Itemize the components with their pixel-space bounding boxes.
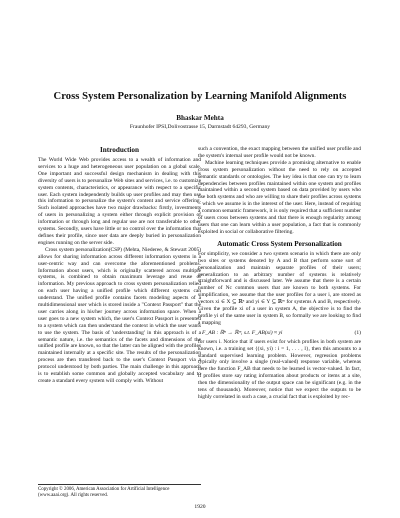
paragraph: such a convention, the exact mapping between the unified user profile and the system's internal user profile would not be known. [198, 146, 361, 159]
page-number: 1920 [194, 504, 206, 510]
paragraph: The World Wide Web provides access to a wealth of information and services to a huge and heterogeneous user population on a global scale. One important and successful design mechanism in dealing with this diversity of users is to personalize Web sites and services, i.e. to customize system contents, characteristics, or appearance with respect to a specific user. Each system independently builds up user profiles and may then use this information to personalize the system's content and service offering. Such isolated approaches have two major drawbacks: firstly, investments of users in personalizing a system either through explicit provision of information or through long and regular use are not transferable to other systems. Secondly, users have little or no control over the information that defines their profile, since user data are deeply buried in personalization engines running on the server side. [38, 157, 201, 246]
paragraph: for users i. Notice that if users exist for which profiles in both system are known, i.e. a training set {(xi, yi) : i = 1, . . . , l}, then this amounts to a standard supervised learning problem. However, regression problems typically only involve a single (real-valued) response variable, whereas here the function F_AB that needs to be learned is vector-valued. In fact, if profiles store say rating information about products or items at a site, then the dimensionality of the output space can be significant (e.g. in the tens of thousands). Moreover, notice that we expect the outputs to be highly correlated in such a case, a crucial fact that is exploited by rec- [198, 338, 361, 400]
author-affiliation: Fraunhofer IPSI,Dolivostrasse 15, Darmstadt 64293, Germany [129, 124, 271, 130]
paragraph: For simplicity, we consider a two system scenario in which there are only two sites or systems denoted by A and B that perform some sort of personalization and maintain separate profiles of their users; generalization to an arbitrary number of systems is relatively straightforward and is discussed later. We assume that there is a certain number of Nc common users that are known to both systems. For simplification, we assume that the user profiles for a user i, are stored as vectors xi ∈ X ⊆ ℝⁿ and yi ∈ Y ⊆ ℝᵐ for systems A and B, respectively. Given the profile xi of a user in system A, the objective is to find the profile yi of the same user in system B, so formally we are looking to find a mapping [198, 250, 361, 326]
section-heading-introduction: Introduction [99, 146, 139, 154]
paper-title: Cross System Personalization by Learning Manifold Alignments [53, 91, 347, 102]
paragraph: Cross system personalization(CSP) (Mehta, Niederee, & Stewart 2005) allows for sharing information across different information systems in a user-centric way and can overcome the aforementioned problems. Information about users, which is originally scattered across multiple systems, is combined to obtain maximum leverage and reuse of information. My previous approach to cross system personalization relied on each user having a unified profile which different systems can understand. The unified profile contains facets modeling aspects of a multidimensional user which is stored inside a "Context Passport" that the user carries along in his/her journey across information space. When a user goes to a new system which, the user's Context Passport is presented to a system which can then understand the context in which the user wants to use the system. The basis of 'understanding' in this approach is of a semantic nature, i.e. the semantics of the facets and dimensions of the unified profile are known, so that the latter can be aligned with the profiles maintained internally at a specific site. The results of the personalization process are then transfered back to the user's Context Passport via a protocol understood by both parties. The main challenge in this approach is to establish some common and globally accepted vocabulary and to create a standard every system will comply with. Without [38, 246, 201, 384]
paragraph: Machine learning techniques provide a promising alternative to enable cross system personalization without the need to rely on accepted semantic standards or ontologies. The key idea is that one can try to learn dependencies between profiles maintained within one system and profiles maintained within a second system based on data provided by users who use both systems and who are willing to share their profiles across systems – which we assume is in the interest of the user. Here, instead of requiring a common semantic framework, it is only required that a sufficient number of users cross between systems and that there is enough regularity among users that one can learn within a user population, a fact that is commonly exploited in social or collaborative filtering. [198, 159, 361, 235]
right-column [198, 146, 361, 401]
equation-body: F_AB : ℝⁿ → ℝᵐ, s.t. F_AB(xi) ≈ yi [202, 329, 283, 336]
copyright-notice: Copyright © 2006, American Association for Artificial Intelligence (www.aaai.org). All rights reserved. [38, 484, 201, 499]
section-heading-acsp: Automatic Cross System Personalization [217, 239, 342, 248]
equation-number: (1) [354, 329, 361, 336]
author-name: Bhaskar Mehta [176, 114, 224, 122]
equation-1 [198, 330, 361, 336]
left-column [38, 146, 201, 385]
